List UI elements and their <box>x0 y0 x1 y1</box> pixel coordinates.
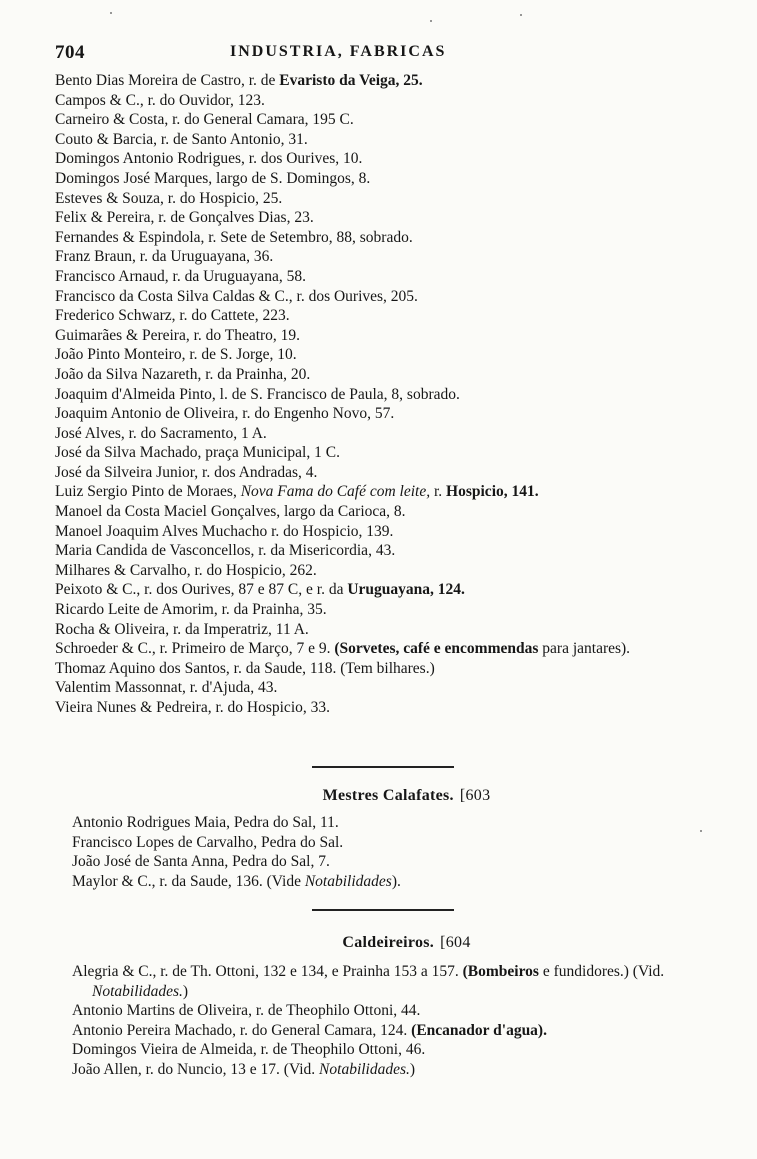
entry-text: João da Silva Nazareth, r. da Prainha, 20. <box>55 365 311 383</box>
entry-text: Milhares & Carvalho, r. do Hospicio, 262. <box>55 561 317 579</box>
entry-text: r. <box>430 483 447 501</box>
directory-entry <box>72 852 742 872</box>
entry-text: Notabilidades <box>304 872 392 890</box>
entry-text: Guimarães & Pereira, r. do Theatro, 19. <box>55 326 301 344</box>
directory-entry <box>55 600 755 620</box>
entry-text: Esteves & Souza, r. do Hospicio, 25. <box>55 189 283 207</box>
paper-speck <box>430 20 432 22</box>
entry-text: ) <box>182 982 189 1000</box>
directory-entry <box>72 1060 732 1080</box>
entry-text: Uruguayana, 124. <box>347 581 465 599</box>
directory-entry <box>72 833 742 853</box>
entry-text: e fundidores.) (Vid. <box>538 963 665 980</box>
directory-entry <box>55 385 755 405</box>
entry-text: Campos & C., r. do Ouvidor, 123. <box>55 91 265 109</box>
directory-entry <box>55 365 755 385</box>
entry-text: Valentim Massonnat, r. d'Ajuda, 43. <box>55 679 278 697</box>
section-code: [603 <box>459 787 491 804</box>
entry-text: (Encanador d'agua). <box>411 1021 547 1039</box>
entry-text: Ricardo Leite de Amorim, r. da Prainha, 35. <box>55 601 327 619</box>
page-number: 704 <box>55 42 85 63</box>
directory-entry <box>72 813 742 833</box>
directory-entry <box>55 149 755 169</box>
entry-text: (Bombeiros <box>462 963 539 980</box>
directory-entry <box>55 306 755 326</box>
directory-entry <box>55 580 755 600</box>
entry-text: José Alves, r. do Sacramento, 1 A. <box>55 424 267 442</box>
directory-entry <box>55 326 755 346</box>
section-divider <box>312 766 454 768</box>
entry-text: Maylor & C., r. da Saude, 136. (Vide <box>72 872 305 890</box>
entry-text: João José de Santa Anna, Pedra do Sal, 7. <box>72 853 330 871</box>
running-head: INDUSTRIA, FABRICAS <box>230 43 447 60</box>
directory-entry <box>72 872 742 892</box>
directory-entry <box>55 678 755 698</box>
directory-entry <box>55 482 755 502</box>
directory-entry <box>55 267 755 287</box>
entry-text: José da Silva Machado, praça Municipal, 1 C. <box>55 444 340 462</box>
directory-entry <box>55 620 755 640</box>
entry-text: Hospicio, 141. <box>446 483 539 501</box>
directory-entry <box>55 208 755 228</box>
directory-entry <box>72 1040 732 1060</box>
entry-text: João Pinto Monteiro, r. de S. Jorge, 10. <box>55 346 297 364</box>
directory-entry <box>55 189 755 209</box>
entry-text: Evaristo da Veiga, 25. <box>279 72 423 89</box>
directory-entry <box>55 639 755 659</box>
entry-text: Couto & Barcia, r. de Santo Antonio, 31. <box>55 130 308 148</box>
entry-text: Joaquim Antonio de Oliveira, r. do Engenho Novo, 57. <box>55 405 395 423</box>
entry-text: Francisco Lopes de Carvalho, Pedra do Sal. <box>72 833 344 851</box>
entry-text: Domingos José Marques, largo de S. Domingos, 8. <box>55 169 371 187</box>
section-code: [604 <box>440 934 471 951</box>
entry-text: Frederico Schwarz, r. do Cattete, 223. <box>55 307 290 325</box>
paper-speck <box>110 12 112 14</box>
directory-entry <box>55 659 755 679</box>
directory-entry <box>55 247 755 267</box>
entry-text: Alegria & C., r. de Th. Ottoni, 132 e 134, e Prainha 153 a 157. <box>72 963 463 980</box>
entry-text: Thomaz Aquino dos Santos, r. da Saude, 118. (Tem bilhares.) <box>55 659 435 677</box>
directory-entry <box>55 404 755 424</box>
entry-text: Antonio Pereira Machado, r. do General Camara, 124. <box>72 1021 412 1039</box>
entry-text: Domingos Antonio Rodrigues, r. dos Ourives, 10. <box>55 150 363 168</box>
directory-entry <box>55 228 755 248</box>
directory-entry <box>72 962 732 1001</box>
directory-entry <box>72 1001 732 1021</box>
directory-entry <box>55 541 755 561</box>
entry-text: Rocha & Oliveira, r. da Imperatriz, 11 A. <box>55 620 309 638</box>
paper-speck <box>700 830 702 832</box>
entry-text: Fernandes & Espindola, r. Sete de Setembro, 88, sobrado. <box>55 228 413 246</box>
entry-text: Peixoto & C., r. dos Ourives, 87 e 87 C, e r. da <box>55 581 348 599</box>
entry-text: Maria Candida de Vasconcellos, r. da Misericordia, 43. <box>55 542 396 560</box>
entry-list-mestres-calafates <box>72 813 742 891</box>
entry-text: Domingos Vieira de Almeida, r. de Theophilo Ottoni, 46. <box>72 1041 426 1059</box>
directory-entry <box>55 71 755 91</box>
section-divider <box>312 909 454 911</box>
directory-entry <box>55 463 755 483</box>
directory-entry <box>55 287 755 307</box>
directory-entry <box>55 130 755 150</box>
section-title-caldeireiros <box>28 934 757 952</box>
entry-text: Felix & Pereira, r. de Gonçalves Dias, 23. <box>55 209 314 227</box>
entry-list-caldeireiros <box>72 962 732 1080</box>
entry-text: para jantares). <box>538 640 631 658</box>
entry-text: Antonio Rodrigues Maia, Pedra do Sal, 11. <box>72 814 339 831</box>
entry-text: Antonio Martins de Oliveira, r. de Theophilo Ottoni, 44. <box>72 1002 421 1020</box>
directory-entry <box>55 443 755 463</box>
entry-text: José da Silveira Junior, r. dos Andradas, 4. <box>55 463 318 481</box>
paper-speck <box>520 14 522 16</box>
directory-entry <box>55 522 755 542</box>
entry-text: Francisco Arnaud, r. da Uruguayana, 58. <box>55 267 306 285</box>
directory-entry <box>55 698 755 718</box>
entry-text: Manoel da Costa Maciel Gonçalves, largo da Carioca, 8. <box>55 503 406 521</box>
entry-text: (Sorvetes, café e encommendas <box>334 640 539 658</box>
entry-text: Luiz Sergio Pinto de Moraes, <box>55 483 241 501</box>
entry-text: Joaquim d'Almeida Pinto, l. de S. Francisco de Paula, 8, sobrado. <box>55 385 460 403</box>
entry-text: Bento Dias Moreira de Castro, r. de <box>55 72 280 89</box>
section-title-mestres-calafates <box>28 787 757 805</box>
directory-entry <box>55 91 755 111</box>
entry-text: Francisco da Costa Silva Caldas & C., r. dos Ourives, 205. <box>55 287 418 305</box>
directory-entry <box>55 169 755 189</box>
directory-entry <box>55 424 755 444</box>
entry-text: Manoel Joaquim Alves Muchacho r. do Hospicio, 139. <box>55 522 394 540</box>
directory-entry <box>55 110 755 130</box>
entry-text: Notabilidades. <box>319 1060 410 1078</box>
entry-text: Schroeder & C., r. Primeiro de Março, 7 e 9. <box>55 640 335 658</box>
directory-entry <box>55 561 755 581</box>
entry-text: Franz Braun, r. da Uruguayana, 36. <box>55 248 274 266</box>
section-title-text: Mestres Calafates. <box>322 787 454 804</box>
entry-list-continued <box>55 71 755 718</box>
page-header <box>55 40 595 68</box>
entry-text: João Allen, r. do Nuncio, 13 e 17. (Vid. <box>72 1060 320 1078</box>
entry-text: Nova Fama do Café com leite, <box>240 483 431 501</box>
directory-entry <box>55 502 755 522</box>
entry-text: Notabilidades. <box>92 982 183 1000</box>
entry-text: ). <box>391 872 401 890</box>
directory-entry <box>55 345 755 365</box>
entry-text: Carneiro & Costa, r. do General Camara, 195 C. <box>55 111 354 129</box>
entry-text: ) <box>409 1060 416 1078</box>
directory-entry <box>72 1021 732 1041</box>
entry-text: Vieira Nunes & Pedreira, r. do Hospicio, 33. <box>55 699 330 716</box>
section-title-text: Caldeireiros. <box>342 934 435 951</box>
